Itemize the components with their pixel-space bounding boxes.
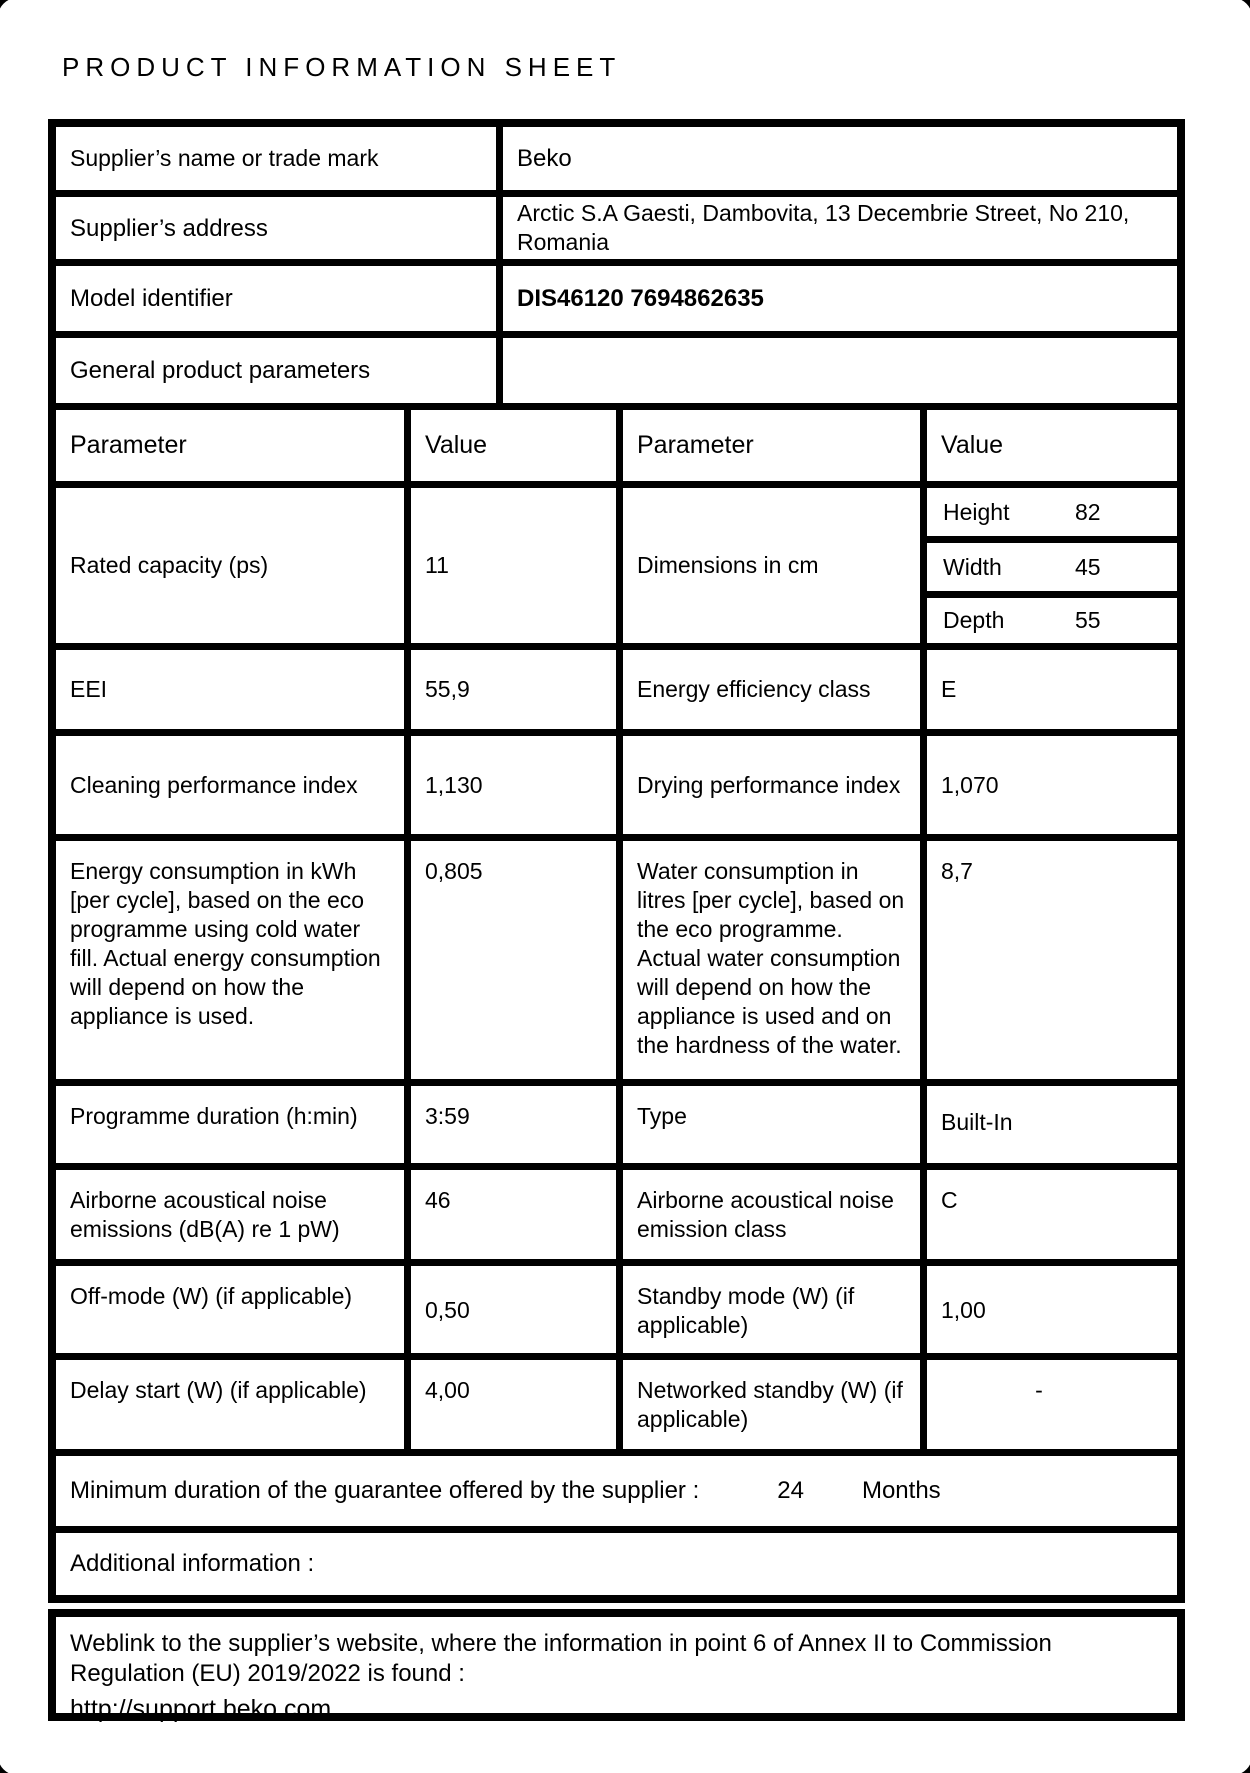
noise-class-label: Airborne acoustical noise emission class [623, 1170, 927, 1259]
weblink-url: http://support.beko.com [70, 1695, 332, 1723]
water-consumption-label: Water consumption in litres [per cycle], based on the eco programme. Actual water consumption will depend on how the appliance is used and on the hardness of the water. [623, 841, 927, 1079]
networked-standby-label: Networked standby (W) (if applicable) [623, 1360, 927, 1449]
table-row-eei [56, 650, 1177, 736]
energy-class-label: Energy efficiency class [623, 650, 927, 729]
supplier-address-value: Arctic S.A Gaesti, Dambovita, 13 Decembrie Street, No 210, Romania [517, 200, 1130, 255]
energy-consumption-label: Energy consumption in kWh [per cycle], based on the eco programme using cold water fill. Actual energy consumption will depend on how the appliance is used. [56, 841, 411, 1079]
delay-start-label: Delay start (W) (if applicable) [56, 1360, 411, 1449]
dimensions-subtable [927, 488, 1177, 643]
noise-emissions-label: Airborne acoustical noise emissions (dB(A) re 1 pW) [56, 1170, 411, 1259]
guarantee-label: Minimum duration of the guarantee offered by the supplier : [70, 1477, 700, 1504]
supplier-name-label: Supplier’s name or trade mark [56, 127, 503, 190]
dimension-width-value: 45 [1075, 553, 1101, 580]
dimension-height-value: 82 [1075, 498, 1101, 525]
table-row-rated-capacity [56, 488, 1177, 650]
page-title: PRODUCT INFORMATION SHEET [62, 52, 622, 82]
type-value: Built-In [941, 1109, 1013, 1135]
dimension-depth-value: 55 [1075, 607, 1101, 633]
page-corner-arc [1220, 0, 1250, 30]
model-identifier-label: Model identifier [56, 266, 503, 331]
eei-label: EEI [56, 650, 411, 729]
table-row-energy-consumption [56, 841, 1177, 1086]
table-row-guarantee [56, 1456, 1177, 1533]
table-header-row [56, 410, 1177, 488]
noise-emissions-value: 46 [411, 1170, 623, 1259]
weblink-text: Weblink to the supplier’s website, where the information in point 6 of Annex II to Commission Regulation (EU) 2019/2022 is found : [70, 1630, 1052, 1687]
header-parameter-1: Parameter [56, 410, 411, 481]
water-consumption-value: 8,7 [941, 858, 973, 884]
page-corner-arc [0, 1743, 30, 1773]
guarantee-cell [56, 1456, 1177, 1526]
rated-capacity-value: 11 [411, 488, 623, 643]
dimension-row-depth [927, 598, 1177, 643]
dimension-width-label: Width [943, 553, 1002, 580]
table-row-cleaning-index [56, 736, 1177, 841]
table-row-noise-emissions [56, 1170, 1177, 1266]
noise-class-value: C [941, 1187, 958, 1213]
header-parameter-2: Parameter [623, 410, 927, 481]
additional-info-label: Additional information : [70, 1550, 315, 1577]
delay-start-value: 4,00 [411, 1360, 623, 1449]
header-value-2: Value [941, 431, 1004, 459]
table-row-supplier-name [56, 127, 1177, 197]
dimension-row-width [927, 543, 1177, 598]
drying-index-label: Drying performance index [623, 736, 927, 834]
header-value-1: Value [411, 410, 623, 481]
cleaning-index-value: 1,130 [411, 736, 623, 834]
cleaning-index-label: Cleaning performance index [56, 736, 411, 834]
standby-mode-label: Standby mode (W) (if applicable) [623, 1266, 927, 1353]
guarantee-unit: Months [861, 1477, 941, 1504]
dimension-depth-label: Depth [943, 607, 1005, 633]
table-row-additional-info [56, 1533, 1177, 1595]
off-mode-label: Off-mode (W) (if applicable) [56, 1266, 411, 1353]
dimension-height-label: Height [943, 498, 1010, 525]
table-row-supplier-address [56, 197, 1177, 266]
supplier-name-value: Beko [517, 145, 572, 172]
dimensions-label: Dimensions in cm [623, 488, 927, 643]
guarantee-value: 24 [777, 1477, 804, 1504]
table-row-delay-start [56, 1360, 1177, 1456]
weblink-box [48, 1609, 1185, 1721]
drying-index-value: 1,070 [941, 771, 999, 798]
energy-consumption-value: 0,805 [411, 841, 623, 1079]
general-parameters-label: General product parameters [56, 338, 503, 403]
type-label: Type [623, 1086, 927, 1163]
general-parameters-value [503, 338, 1177, 403]
networked-standby-value: - [1035, 1377, 1043, 1403]
energy-class-value: E [941, 676, 957, 702]
model-identifier-value: DIS46120 7694862635 [517, 285, 764, 312]
table-row-off-mode [56, 1266, 1177, 1360]
document-body [48, 119, 1185, 1721]
programme-duration-label: Programme duration (h:min) [56, 1086, 411, 1163]
page-corner-arc [0, 0, 30, 30]
off-mode-value: 0,50 [411, 1266, 623, 1353]
table-row-programme-duration [56, 1086, 1177, 1170]
standby-mode-value: 1,00 [941, 1297, 986, 1323]
eei-value: 55,9 [411, 650, 623, 729]
programme-duration-value: 3:59 [411, 1086, 623, 1163]
table-row-model-identifier [56, 266, 1177, 338]
supplier-address-label: Supplier’s address [56, 197, 503, 259]
table-row-general-parameters [56, 338, 1177, 410]
page-corner-arc [1220, 1743, 1250, 1773]
dimension-row-height [927, 488, 1177, 543]
rated-capacity-label: Rated capacity (ps) [56, 488, 411, 643]
main-table [48, 119, 1185, 1603]
